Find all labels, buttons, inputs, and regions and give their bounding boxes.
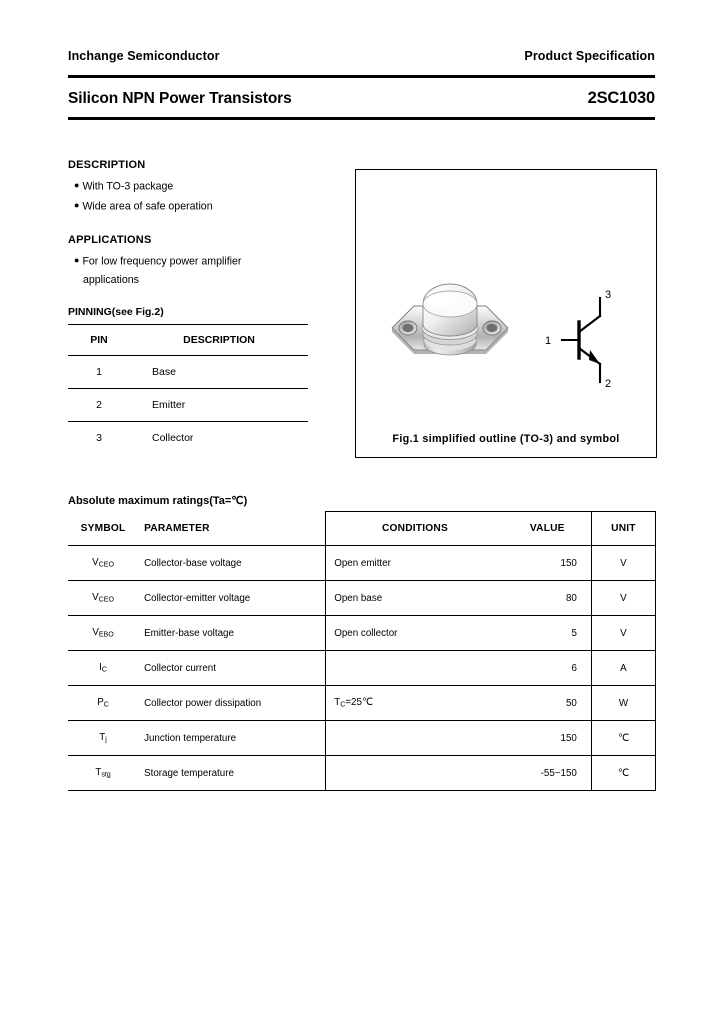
table-row — [68, 581, 656, 616]
table-header-row — [68, 512, 656, 546]
rating-conditions: $T_C=25℃$ — [326, 686, 504, 721]
rating-parameter: Collector-base voltage — [138, 546, 326, 581]
pin-number: 1 — [68, 356, 130, 389]
pinning-title: PINNING(see Fig.2) — [68, 306, 164, 318]
rating-value: 5 — [504, 616, 592, 651]
rating-parameter: Collector-emitter voltage — [138, 581, 326, 616]
rating-conditions: Open base — [326, 581, 504, 616]
rating-unit: V — [591, 616, 655, 651]
figure-caption: Fig.1 simplified outline (TO-3) and symbol — [392, 433, 620, 445]
npn-transistor-symbol — [538, 288, 630, 392]
description-item-1: Wide area of safe operation — [82, 200, 213, 213]
rating-conditions — [326, 721, 504, 756]
rating-parameter: Junction temperature — [138, 721, 326, 756]
pin-number: 3 — [68, 422, 130, 455]
cap-highlight — [427, 293, 457, 307]
rating-conditions: Open collector — [326, 616, 504, 651]
part-number: 2SC1030 — [587, 89, 655, 107]
ratings-col-conditions: CONDITIONS — [326, 512, 504, 546]
bullet-icon: ● — [74, 255, 80, 265]
rating-parameter: Collector power dissipation — [138, 686, 326, 721]
pin-description: Collector — [130, 422, 308, 455]
ratings-col-unit: UNIT — [591, 512, 655, 546]
rating-value: 50 — [504, 686, 592, 721]
rating-conditions — [326, 756, 504, 791]
pin-number: 2 — [68, 389, 130, 422]
figure-1 — [355, 169, 657, 458]
header-rule-top — [68, 75, 655, 78]
rating-value: -55~150 — [504, 756, 592, 791]
pinning-col-pin: PIN — [68, 325, 130, 356]
emitter-arrow-icon — [589, 350, 600, 364]
rating-symbol: $T_{stg}$ — [68, 756, 138, 791]
rating-value: 150 — [504, 546, 592, 581]
page-title: Silicon NPN Power Transistors — [68, 90, 292, 107]
list-item — [74, 176, 213, 196]
pinning-table — [68, 324, 308, 454]
rating-value: 80 — [504, 581, 592, 616]
applications-item-line2-wrap — [74, 271, 304, 290]
applications-item-line2: applications — [83, 274, 139, 286]
rating-unit: V — [591, 581, 655, 616]
list-item — [74, 251, 304, 271]
rating-unit: ℃ — [591, 756, 655, 791]
bullet-icon: ● — [74, 200, 80, 210]
description-heading: DESCRIPTION — [68, 159, 146, 171]
symbol-label-collector: 3 — [604, 289, 612, 301]
description-list — [74, 176, 213, 216]
applications-heading: APPLICATIONS — [68, 234, 152, 246]
rating-unit: A — [591, 651, 655, 686]
rating-symbol: $V_{CEO}$ — [68, 581, 138, 616]
rating-parameter: Collector current — [138, 651, 326, 686]
table-row — [68, 721, 656, 756]
symbol-label-emitter: 2 — [604, 378, 612, 390]
pin-description: Base — [130, 356, 308, 389]
pinning-col-desc: DESCRIPTION — [130, 325, 308, 356]
rating-unit: W — [591, 686, 655, 721]
rating-parameter: Storage temperature — [138, 756, 326, 791]
applications-list — [74, 251, 304, 290]
rating-unit: V — [591, 546, 655, 581]
rating-symbol: $I_C$ — [68, 651, 138, 686]
header-rule-bottom — [68, 117, 655, 120]
rating-symbol: $T_j$ — [68, 721, 138, 756]
rating-conditions — [326, 651, 504, 686]
rating-unit: ℃ — [591, 721, 655, 756]
list-item — [74, 196, 213, 216]
to3-package-photo — [384, 282, 516, 374]
absolute-maximum-ratings-table — [68, 511, 656, 791]
symbol-label-base: 1 — [544, 335, 552, 347]
description-item-0: With TO-3 package — [82, 180, 174, 193]
rating-symbol: $V_{EBO}$ — [68, 616, 138, 651]
rating-parameter: Emitter-base voltage — [138, 616, 326, 651]
rating-symbol: $P_C$ — [68, 686, 138, 721]
ratings-col-parameter: PARAMETER — [138, 512, 326, 546]
table-row — [68, 389, 308, 422]
document-type: Product Specification — [524, 49, 655, 63]
collector-lead — [579, 316, 600, 332]
table-row — [68, 756, 656, 791]
page-header — [68, 49, 655, 63]
mounting-hole-left-bore — [403, 324, 414, 332]
rating-symbol: $V_{CEO}$ — [68, 546, 138, 581]
bullet-icon: ● — [74, 180, 80, 190]
table-row — [68, 686, 656, 721]
table-row — [68, 422, 308, 455]
title-bar — [68, 89, 655, 108]
ratings-title: Absolute maximum ratings(Ta=℃) — [68, 495, 248, 507]
rating-value: 150 — [504, 721, 592, 756]
rating-value: 6 — [504, 651, 592, 686]
table-row — [68, 356, 308, 389]
rating-conditions: Open emitter — [326, 546, 504, 581]
table-header-row — [68, 325, 308, 356]
company-name: Inchange Semiconductor — [68, 49, 220, 63]
pin-description: Emitter — [130, 389, 308, 422]
ratings-col-symbol: SYMBOL — [68, 512, 138, 546]
table-row — [68, 616, 656, 651]
ratings-table-body — [68, 546, 656, 791]
table-row — [68, 546, 656, 581]
applications-item-line1: For low frequency power amplifier — [82, 255, 242, 268]
table-row — [68, 651, 656, 686]
mounting-hole-right-bore — [487, 324, 498, 332]
ratings-col-value: VALUE — [504, 512, 592, 546]
